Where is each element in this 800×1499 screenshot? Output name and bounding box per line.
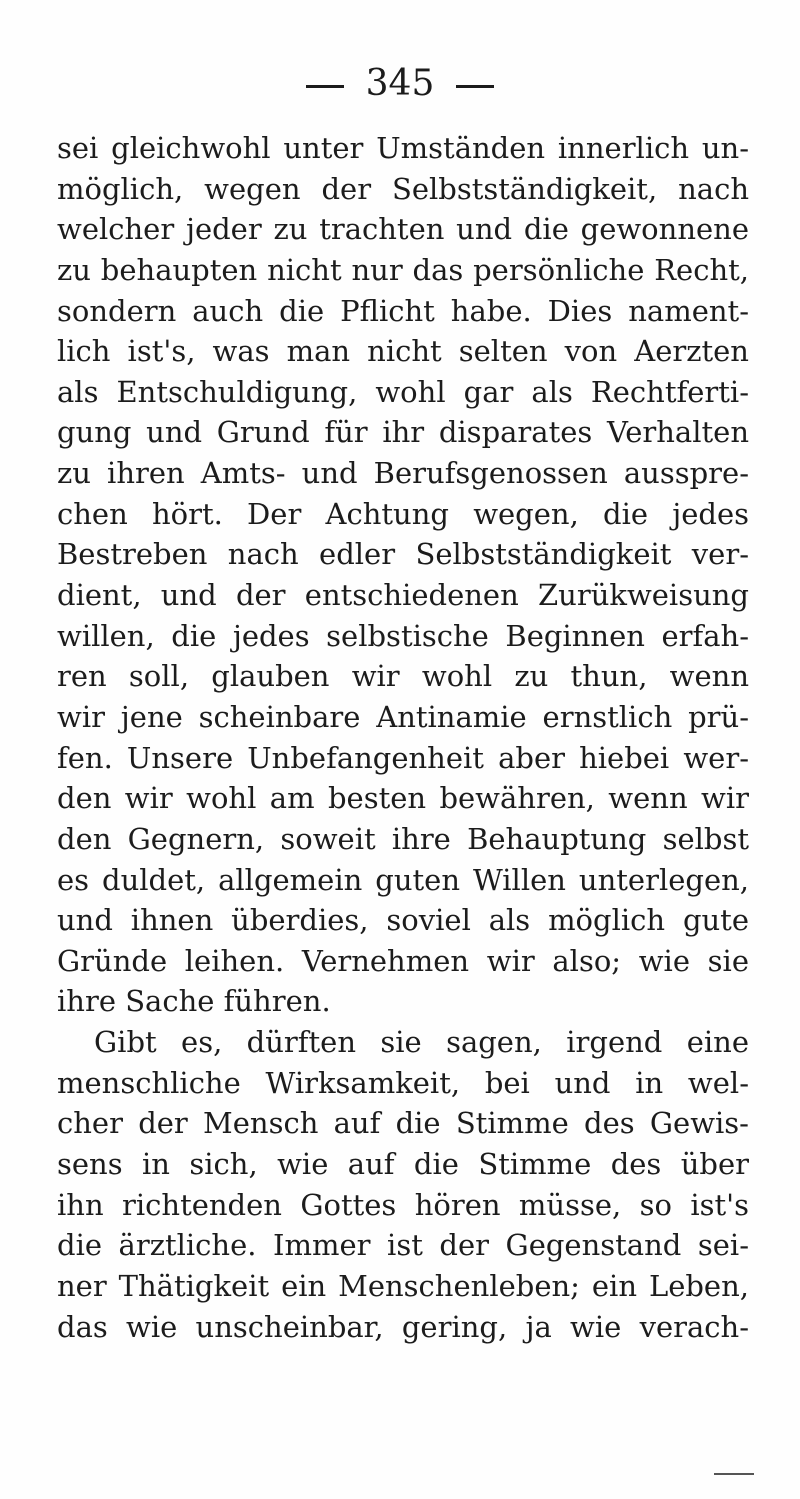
text-line: den wir wohl am besten bewähren, wenn wir — [57, 781, 749, 816]
paragraph-end-line: ihre Sache führen. — [57, 984, 331, 1019]
text-line: den Gegnern, soweit ihre Behauptung selbst — [57, 821, 749, 856]
paragraph-start-line: Gibt es, dürften sie sagen, irgend eine — [94, 1025, 749, 1060]
text-line: Bestreben nach edler Selbstständigkeit ver- — [57, 537, 749, 572]
text-line: und ihnen überdies, soviel als möglich gute — [57, 903, 749, 938]
page-number: 345 — [365, 63, 435, 104]
header-dash-right — [456, 85, 494, 88]
text-line: ner Thätigkeit ein Menschenleben; ein Leben, — [57, 1268, 749, 1303]
page-header — [0, 62, 800, 106]
text-line: dient, und der entschiedenen Zurükweisung — [57, 578, 749, 613]
text-line: möglich, wegen der Selbstständigkeit, nach — [57, 171, 749, 206]
text-line: lich ist's, was man nicht selten von Aerzten — [57, 334, 749, 369]
text-line: gung und Grund für ihr disparates Verhalten — [57, 415, 749, 450]
text-line: sondern auch die Pflicht habe. Dies nament- — [57, 293, 749, 328]
text-line: welcher jeder zu trachten und die gewonnene — [57, 212, 749, 247]
text-line: ren soll, glauben wir wohl zu thun, wenn — [57, 659, 749, 694]
text-line: ihn richtenden Gottes hören müsse, so ist's — [57, 1187, 749, 1222]
text-line: willen, die jedes selbstische Beginnen erfah- — [57, 618, 749, 653]
body-text — [57, 128, 749, 1347]
text-line: sens in sich, wie auf die Stimme des über — [57, 1147, 749, 1182]
text-line: Gründe leihen. Vernehmen wir also; wie sie — [57, 943, 749, 978]
text-line: cher der Mensch auf die Stimme des Gewis- — [57, 1106, 749, 1141]
text-line: wir jene scheinbare Antinamie ernstlich prü- — [57, 699, 749, 734]
catchword-rule — [714, 1473, 754, 1475]
text-line: menschliche Wirksamkeit, bei und in wel- — [57, 1065, 749, 1100]
text-line: chen hört. Der Achtung wegen, die jedes — [57, 496, 749, 531]
text-line: als Entschuldigung, wohl gar als Rechtferti- — [57, 374, 749, 409]
text-line: die ärztliche. Immer ist der Gegenstand sei- — [57, 1228, 749, 1263]
text-line: zu ihren Amts- und Berufsgenossen ausspre- — [57, 456, 749, 491]
text-line: es duldet, allgemein guten Willen unterlegen, — [57, 862, 749, 897]
text-line: das wie unscheinbar, gering, ja wie verach- — [57, 1309, 749, 1344]
text-line: sei gleichwohl unter Umständen innerlich un- — [57, 131, 749, 165]
header-dash-left — [306, 85, 344, 88]
text-line: zu behaupten nicht nur das persönliche Recht, — [57, 252, 749, 287]
text-line: fen. Unsere Unbefangenheit aber hiebei wer- — [57, 740, 749, 775]
